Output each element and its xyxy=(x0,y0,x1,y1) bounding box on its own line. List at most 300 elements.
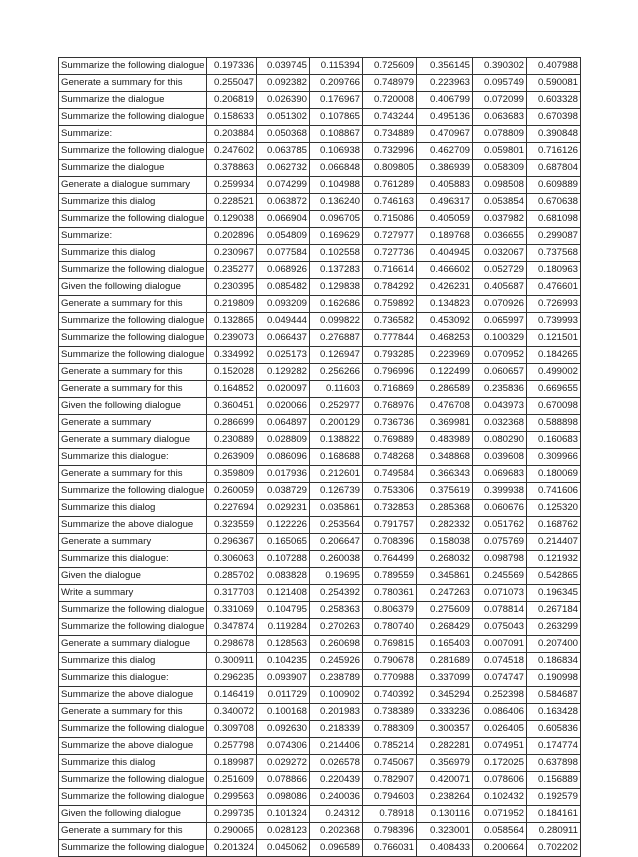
metric-cell: 0.356145 xyxy=(417,58,473,75)
metric-cell: 0.746163 xyxy=(363,194,417,211)
metric-cell: 0.227694 xyxy=(207,500,257,517)
metric-cell: 0.238264 xyxy=(417,789,473,806)
metric-cell: 0.104235 xyxy=(257,653,310,670)
metric-cell: 0.405883 xyxy=(417,177,473,194)
table-row xyxy=(59,245,581,262)
metric-cell: 0.075043 xyxy=(473,619,527,636)
prompt-cell: Summarize the following dialogue xyxy=(59,602,207,619)
metric-cell: 0.126739 xyxy=(310,483,363,500)
metric-cell: 0.068926 xyxy=(257,262,310,279)
metric-cell: 0.252977 xyxy=(310,398,363,415)
metric-cell: 0.220439 xyxy=(310,772,363,789)
metric-cell: 0.102558 xyxy=(310,245,363,262)
prompt-cell: Summarize the following dialogue xyxy=(59,840,207,857)
metric-cell: 0.100329 xyxy=(473,330,527,347)
metric-cell: 0.716614 xyxy=(363,262,417,279)
metric-cell: 0.026405 xyxy=(473,721,527,738)
metric-cell: 0.789559 xyxy=(363,568,417,585)
table-row xyxy=(59,585,581,602)
metric-cell: 0.260038 xyxy=(310,551,363,568)
metric-cell: 0.340072 xyxy=(207,704,257,721)
metric-cell: 0.702202 xyxy=(527,840,581,857)
metric-cell: 0.720008 xyxy=(363,92,417,109)
metric-cell: 0.590081 xyxy=(527,75,581,92)
metric-cell: 0.200129 xyxy=(310,415,363,432)
metric-cell: 0.375619 xyxy=(417,483,473,500)
metric-cell: 0.077584 xyxy=(257,245,310,262)
metric-cell: 0.064897 xyxy=(257,415,310,432)
prompt-cell: Write a summary xyxy=(59,585,207,602)
metric-cell: 0.768976 xyxy=(363,398,417,415)
metric-cell: 0.780740 xyxy=(363,619,417,636)
metric-cell: 0.670638 xyxy=(527,194,581,211)
metric-cell: 0.045062 xyxy=(257,840,310,857)
table-row xyxy=(59,109,581,126)
metric-cell: 0.462709 xyxy=(417,143,473,160)
metric-cell: 0.299563 xyxy=(207,789,257,806)
prompt-cell: Generate a summary for this xyxy=(59,364,207,381)
metric-cell: 0.280911 xyxy=(527,823,581,840)
metric-cell: 0.298678 xyxy=(207,636,257,653)
table-row xyxy=(59,483,581,500)
prompt-cell: Generate a summary for this xyxy=(59,75,207,92)
metric-cell: 0.356979 xyxy=(417,755,473,772)
metric-cell: 0.186834 xyxy=(527,653,581,670)
metric-cell: 0.063683 xyxy=(473,109,527,126)
metric-cell: 0.369981 xyxy=(417,415,473,432)
metric-cell: 0.093209 xyxy=(257,296,310,313)
metric-cell: 0.206647 xyxy=(310,534,363,551)
prompt-cell: Summarize the above dialogue xyxy=(59,687,207,704)
metric-cell: 0.470967 xyxy=(417,126,473,143)
table-row xyxy=(59,619,581,636)
metric-cell: 0.158633 xyxy=(207,109,257,126)
prompt-cell: Summarize the above dialogue xyxy=(59,738,207,755)
table-row xyxy=(59,670,581,687)
metric-cell: 0.299735 xyxy=(207,806,257,823)
metric-cell: 0.255047 xyxy=(207,75,257,92)
metric-cell: 0.032368 xyxy=(473,415,527,432)
metric-cell: 0.245926 xyxy=(310,653,363,670)
metric-cell: 0.197336 xyxy=(207,58,257,75)
metric-cell: 0.192579 xyxy=(527,789,581,806)
metric-cell: 0.285368 xyxy=(417,500,473,517)
metric-cell: 0.275609 xyxy=(417,602,473,619)
metric-cell: 0.168762 xyxy=(527,517,581,534)
metric-cell: 0.202368 xyxy=(310,823,363,840)
metric-cell: 0.200664 xyxy=(473,840,527,857)
metric-cell: 0.727736 xyxy=(363,245,417,262)
table-row xyxy=(59,347,581,364)
metric-cell: 0.390302 xyxy=(473,58,527,75)
prompt-cell: Summarize the following dialogue xyxy=(59,313,207,330)
table-row xyxy=(59,126,581,143)
metric-cell: 0.317703 xyxy=(207,585,257,602)
table-row xyxy=(59,823,581,840)
metric-cell: 0.104988 xyxy=(310,177,363,194)
metric-cell: 0.282281 xyxy=(417,738,473,755)
metric-cell: 0.062732 xyxy=(257,160,310,177)
metric-cell: 0.333236 xyxy=(417,704,473,721)
metric-cell: 0.24312 xyxy=(310,806,363,823)
metric-cell: 0.390848 xyxy=(527,126,581,143)
metric-cell: 0.11603 xyxy=(310,381,363,398)
prompt-cell: Generate a summary dialogue xyxy=(59,432,207,449)
metric-cell: 0.201983 xyxy=(310,704,363,721)
metric-cell: 0.793285 xyxy=(363,347,417,364)
metric-cell: 0.247263 xyxy=(417,585,473,602)
metric-cell: 0.348868 xyxy=(417,449,473,466)
metric-cell: 0.122226 xyxy=(257,517,310,534)
metric-cell: 0.499002 xyxy=(527,364,581,381)
metric-cell: 0.098508 xyxy=(473,177,527,194)
metric-cell: 0.202896 xyxy=(207,228,257,245)
metric-cell: 0.748979 xyxy=(363,75,417,92)
metric-cell: 0.794603 xyxy=(363,789,417,806)
metric-cell: 0.129838 xyxy=(310,279,363,296)
metric-cell: 0.785214 xyxy=(363,738,417,755)
prompt-cell: Summarize this dialog xyxy=(59,194,207,211)
prompt-cell: Summarize the dialogue xyxy=(59,160,207,177)
metric-cell: 0.163428 xyxy=(527,704,581,721)
metric-cell: 0.189987 xyxy=(207,755,257,772)
prompt-cell: Summarize this dialog xyxy=(59,500,207,517)
prompt-cell: Generate a summary for this xyxy=(59,823,207,840)
metric-cell: 0.189768 xyxy=(417,228,473,245)
metric-cell: 0.020066 xyxy=(257,398,310,415)
metric-cell: 0.028809 xyxy=(257,432,310,449)
prompt-cell: Generate a summary for this xyxy=(59,296,207,313)
metric-cell: 0.759892 xyxy=(363,296,417,313)
table-row xyxy=(59,738,581,755)
metric-cell: 0.749584 xyxy=(363,466,417,483)
metric-cell: 0.796996 xyxy=(363,364,417,381)
table-row xyxy=(59,466,581,483)
prompt-cell: Summarize this dialog xyxy=(59,755,207,772)
prompt-cell: Summarize the following dialogue xyxy=(59,347,207,364)
metric-cell: 0.296235 xyxy=(207,670,257,687)
metric-cell: 0.334992 xyxy=(207,347,257,364)
metric-cell: 0.670098 xyxy=(527,398,581,415)
prompt-cell: Summarize the following dialogue xyxy=(59,330,207,347)
metric-cell: 0.026578 xyxy=(310,755,363,772)
metric-cell: 0.404945 xyxy=(417,245,473,262)
metric-cell: 0.745067 xyxy=(363,755,417,772)
metric-cell: 0.007091 xyxy=(473,636,527,653)
metric-cell: 0.740392 xyxy=(363,687,417,704)
metric-cell: 0.126947 xyxy=(310,347,363,364)
table-row xyxy=(59,704,581,721)
metric-cell: 0.732996 xyxy=(363,143,417,160)
table-row xyxy=(59,313,581,330)
metric-cell: 0.074747 xyxy=(473,670,527,687)
metric-cell: 0.739993 xyxy=(527,313,581,330)
metric-cell: 0.753306 xyxy=(363,483,417,500)
metric-cell: 0.219809 xyxy=(207,296,257,313)
metric-cell: 0.603328 xyxy=(527,92,581,109)
prompt-cell: Summarize: xyxy=(59,228,207,245)
metric-cell: 0.766031 xyxy=(363,840,417,857)
metric-cell: 0.184161 xyxy=(527,806,581,823)
metric-cell: 0.806379 xyxy=(363,602,417,619)
metric-cell: 0.128563 xyxy=(257,636,310,653)
prompt-cell: Summarize the following dialogue xyxy=(59,143,207,160)
metric-cell: 0.78918 xyxy=(363,806,417,823)
metric-cell: 0.476601 xyxy=(527,279,581,296)
metric-cell: 0.270263 xyxy=(310,619,363,636)
metric-cell: 0.259934 xyxy=(207,177,257,194)
metric-cell: 0.300357 xyxy=(417,721,473,738)
metric-cell: 0.386939 xyxy=(417,160,473,177)
metric-cell: 0.115394 xyxy=(310,58,363,75)
metric-cell: 0.407988 xyxy=(527,58,581,75)
metric-cell: 0.218339 xyxy=(310,721,363,738)
metric-cell: 0.263299 xyxy=(527,619,581,636)
metric-cell: 0.223963 xyxy=(417,75,473,92)
metric-cell: 0.137283 xyxy=(310,262,363,279)
metric-cell: 0.054809 xyxy=(257,228,310,245)
metric-cell: 0.286699 xyxy=(207,415,257,432)
metric-cell: 0.253564 xyxy=(310,517,363,534)
metric-cell: 0.260059 xyxy=(207,483,257,500)
table-row xyxy=(59,330,581,347)
table-row xyxy=(59,143,581,160)
metric-cell: 0.309966 xyxy=(527,449,581,466)
metric-cell: 0.299087 xyxy=(527,228,581,245)
metric-cell: 0.240036 xyxy=(310,789,363,806)
table-row xyxy=(59,296,581,313)
metric-cell: 0.588898 xyxy=(527,415,581,432)
metric-cell: 0.168688 xyxy=(310,449,363,466)
metric-cell: 0.169629 xyxy=(310,228,363,245)
prompt-cell: Summarize this dialogue: xyxy=(59,670,207,687)
metric-cell: 0.736736 xyxy=(363,415,417,432)
table-row xyxy=(59,653,581,670)
table-row xyxy=(59,687,581,704)
table-row xyxy=(59,432,581,449)
prompt-cell: Summarize this dialog xyxy=(59,245,207,262)
metric-cell: 0.228521 xyxy=(207,194,257,211)
metric-cell: 0.098086 xyxy=(257,789,310,806)
prompt-cell: Generate a summary for this xyxy=(59,381,207,398)
metric-cell: 0.764499 xyxy=(363,551,417,568)
metric-cell: 0.203884 xyxy=(207,126,257,143)
metric-cell: 0.257798 xyxy=(207,738,257,755)
metric-cell: 0.782907 xyxy=(363,772,417,789)
metric-cell: 0.132865 xyxy=(207,313,257,330)
metric-cell: 0.466602 xyxy=(417,262,473,279)
metric-cell: 0.727977 xyxy=(363,228,417,245)
metric-cell: 0.256266 xyxy=(310,364,363,381)
metric-cell: 0.165403 xyxy=(417,636,473,653)
metric-cell: 0.736582 xyxy=(363,313,417,330)
prompt-cell: Summarize the dialogue xyxy=(59,92,207,109)
metric-cell: 0.496317 xyxy=(417,194,473,211)
metric-cell: 0.059801 xyxy=(473,143,527,160)
table-row xyxy=(59,517,581,534)
metric-cell: 0.121932 xyxy=(527,551,581,568)
metric-cell: 0.078814 xyxy=(473,602,527,619)
metric-cell: 0.687804 xyxy=(527,160,581,177)
metric-cell: 0.306063 xyxy=(207,551,257,568)
metric-cell: 0.043973 xyxy=(473,398,527,415)
metric-cell: 0.769815 xyxy=(363,636,417,653)
table-row xyxy=(59,398,581,415)
metric-cell: 0.026390 xyxy=(257,92,310,109)
metric-cell: 0.230967 xyxy=(207,245,257,262)
metric-cell: 0.078606 xyxy=(473,772,527,789)
metric-cell: 0.212601 xyxy=(310,466,363,483)
metric-cell: 0.770988 xyxy=(363,670,417,687)
metric-cell: 0.136240 xyxy=(310,194,363,211)
metric-cell: 0.732853 xyxy=(363,500,417,517)
metric-cell: 0.637898 xyxy=(527,755,581,772)
metric-cell: 0.176967 xyxy=(310,92,363,109)
metric-cell: 0.285702 xyxy=(207,568,257,585)
metric-cell: 0.029231 xyxy=(257,500,310,517)
metric-cell: 0.129282 xyxy=(257,364,310,381)
metric-cell: 0.223969 xyxy=(417,347,473,364)
metric-cell: 0.108867 xyxy=(310,126,363,143)
metric-cell: 0.263909 xyxy=(207,449,257,466)
metric-cell: 0.180963 xyxy=(527,262,581,279)
table-row xyxy=(59,279,581,296)
prompt-cell: Given the following dialogue xyxy=(59,279,207,296)
metric-cell: 0.174774 xyxy=(527,738,581,755)
metric-cell: 0.074306 xyxy=(257,738,310,755)
metric-cell: 0.725609 xyxy=(363,58,417,75)
prompt-cell: Generate a summary xyxy=(59,534,207,551)
metric-cell: 0.584687 xyxy=(527,687,581,704)
results-table xyxy=(58,57,581,857)
metric-cell: 0.201324 xyxy=(207,840,257,857)
metric-cell: 0.011729 xyxy=(257,687,310,704)
metric-cell: 0.086096 xyxy=(257,449,310,466)
prompt-cell: Given the dialogue xyxy=(59,568,207,585)
metric-cell: 0.032067 xyxy=(473,245,527,262)
metric-cell: 0.323001 xyxy=(417,823,473,840)
table-row xyxy=(59,449,581,466)
metric-cell: 0.207400 xyxy=(527,636,581,653)
metric-cell: 0.066437 xyxy=(257,330,310,347)
prompt-cell: Summarize the following dialogue xyxy=(59,262,207,279)
metric-cell: 0.715086 xyxy=(363,211,417,228)
table-row xyxy=(59,806,581,823)
prompt-cell: Generate a summary dialogue xyxy=(59,636,207,653)
metric-cell: 0.245569 xyxy=(473,568,527,585)
metric-cell: 0.748268 xyxy=(363,449,417,466)
prompt-cell: Given the following dialogue xyxy=(59,398,207,415)
metric-cell: 0.100168 xyxy=(257,704,310,721)
metric-cell: 0.408433 xyxy=(417,840,473,857)
metric-cell: 0.260698 xyxy=(310,636,363,653)
prompt-cell: Summarize the following dialogue xyxy=(59,721,207,738)
metric-cell: 0.239073 xyxy=(207,330,257,347)
metric-cell: 0.809805 xyxy=(363,160,417,177)
prompt-cell: Generate a summary for this xyxy=(59,466,207,483)
metric-cell: 0.681098 xyxy=(527,211,581,228)
metric-cell: 0.214407 xyxy=(527,534,581,551)
table-row xyxy=(59,534,581,551)
metric-cell: 0.254392 xyxy=(310,585,363,602)
metric-cell: 0.196345 xyxy=(527,585,581,602)
table-row xyxy=(59,755,581,772)
metric-cell: 0.063785 xyxy=(257,143,310,160)
metric-cell: 0.743244 xyxy=(363,109,417,126)
table-row xyxy=(59,194,581,211)
metric-cell: 0.106938 xyxy=(310,143,363,160)
metric-cell: 0.337099 xyxy=(417,670,473,687)
metric-cell: 0.100902 xyxy=(310,687,363,704)
metric-cell: 0.184265 xyxy=(527,347,581,364)
metric-cell: 0.359809 xyxy=(207,466,257,483)
table-row xyxy=(59,262,581,279)
prompt-cell: Summarize the following dialogue xyxy=(59,483,207,500)
metric-cell: 0.296367 xyxy=(207,534,257,551)
metric-cell: 0.160683 xyxy=(527,432,581,449)
metric-cell: 0.092630 xyxy=(257,721,310,738)
metric-cell: 0.247602 xyxy=(207,143,257,160)
table-row xyxy=(59,364,581,381)
prompt-cell: Summarize the following dialogue xyxy=(59,211,207,228)
metric-cell: 0.074518 xyxy=(473,653,527,670)
metric-cell: 0.378863 xyxy=(207,160,257,177)
metric-cell: 0.345294 xyxy=(417,687,473,704)
metric-cell: 0.071952 xyxy=(473,806,527,823)
table-row xyxy=(59,381,581,398)
metric-cell: 0.347874 xyxy=(207,619,257,636)
metric-cell: 0.096705 xyxy=(310,211,363,228)
metric-cell: 0.122499 xyxy=(417,364,473,381)
metric-cell: 0.453092 xyxy=(417,313,473,330)
metric-cell: 0.426231 xyxy=(417,279,473,296)
table-row xyxy=(59,840,581,857)
metric-cell: 0.738389 xyxy=(363,704,417,721)
metric-cell: 0.716869 xyxy=(363,381,417,398)
metric-cell: 0.078809 xyxy=(473,126,527,143)
metric-cell: 0.281689 xyxy=(417,653,473,670)
metric-cell: 0.605836 xyxy=(527,721,581,738)
metric-cell: 0.051762 xyxy=(473,517,527,534)
metric-cell: 0.323559 xyxy=(207,517,257,534)
metric-cell: 0.049444 xyxy=(257,313,310,330)
metric-cell: 0.107288 xyxy=(257,551,310,568)
metric-cell: 0.069683 xyxy=(473,466,527,483)
metric-cell: 0.039745 xyxy=(257,58,310,75)
prompt-cell: Generate a dialogue summary xyxy=(59,177,207,194)
metric-cell: 0.050368 xyxy=(257,126,310,143)
metric-cell: 0.345861 xyxy=(417,568,473,585)
table-row xyxy=(59,789,581,806)
metric-cell: 0.121408 xyxy=(257,585,310,602)
table-row xyxy=(59,568,581,585)
metric-cell: 0.101324 xyxy=(257,806,310,823)
prompt-cell: Summarize the following dialogue xyxy=(59,58,207,75)
metric-cell: 0.737568 xyxy=(527,245,581,262)
metric-cell: 0.039608 xyxy=(473,449,527,466)
metric-cell: 0.180069 xyxy=(527,466,581,483)
metric-cell: 0.078866 xyxy=(257,772,310,789)
metric-cell: 0.158038 xyxy=(417,534,473,551)
metric-cell: 0.074951 xyxy=(473,738,527,755)
metric-cell: 0.331069 xyxy=(207,602,257,619)
prompt-cell: Summarize this dialogue: xyxy=(59,449,207,466)
metric-cell: 0.099822 xyxy=(310,313,363,330)
table-row xyxy=(59,721,581,738)
metric-cell: 0.098798 xyxy=(473,551,527,568)
table-row xyxy=(59,415,581,432)
metric-cell: 0.083828 xyxy=(257,568,310,585)
